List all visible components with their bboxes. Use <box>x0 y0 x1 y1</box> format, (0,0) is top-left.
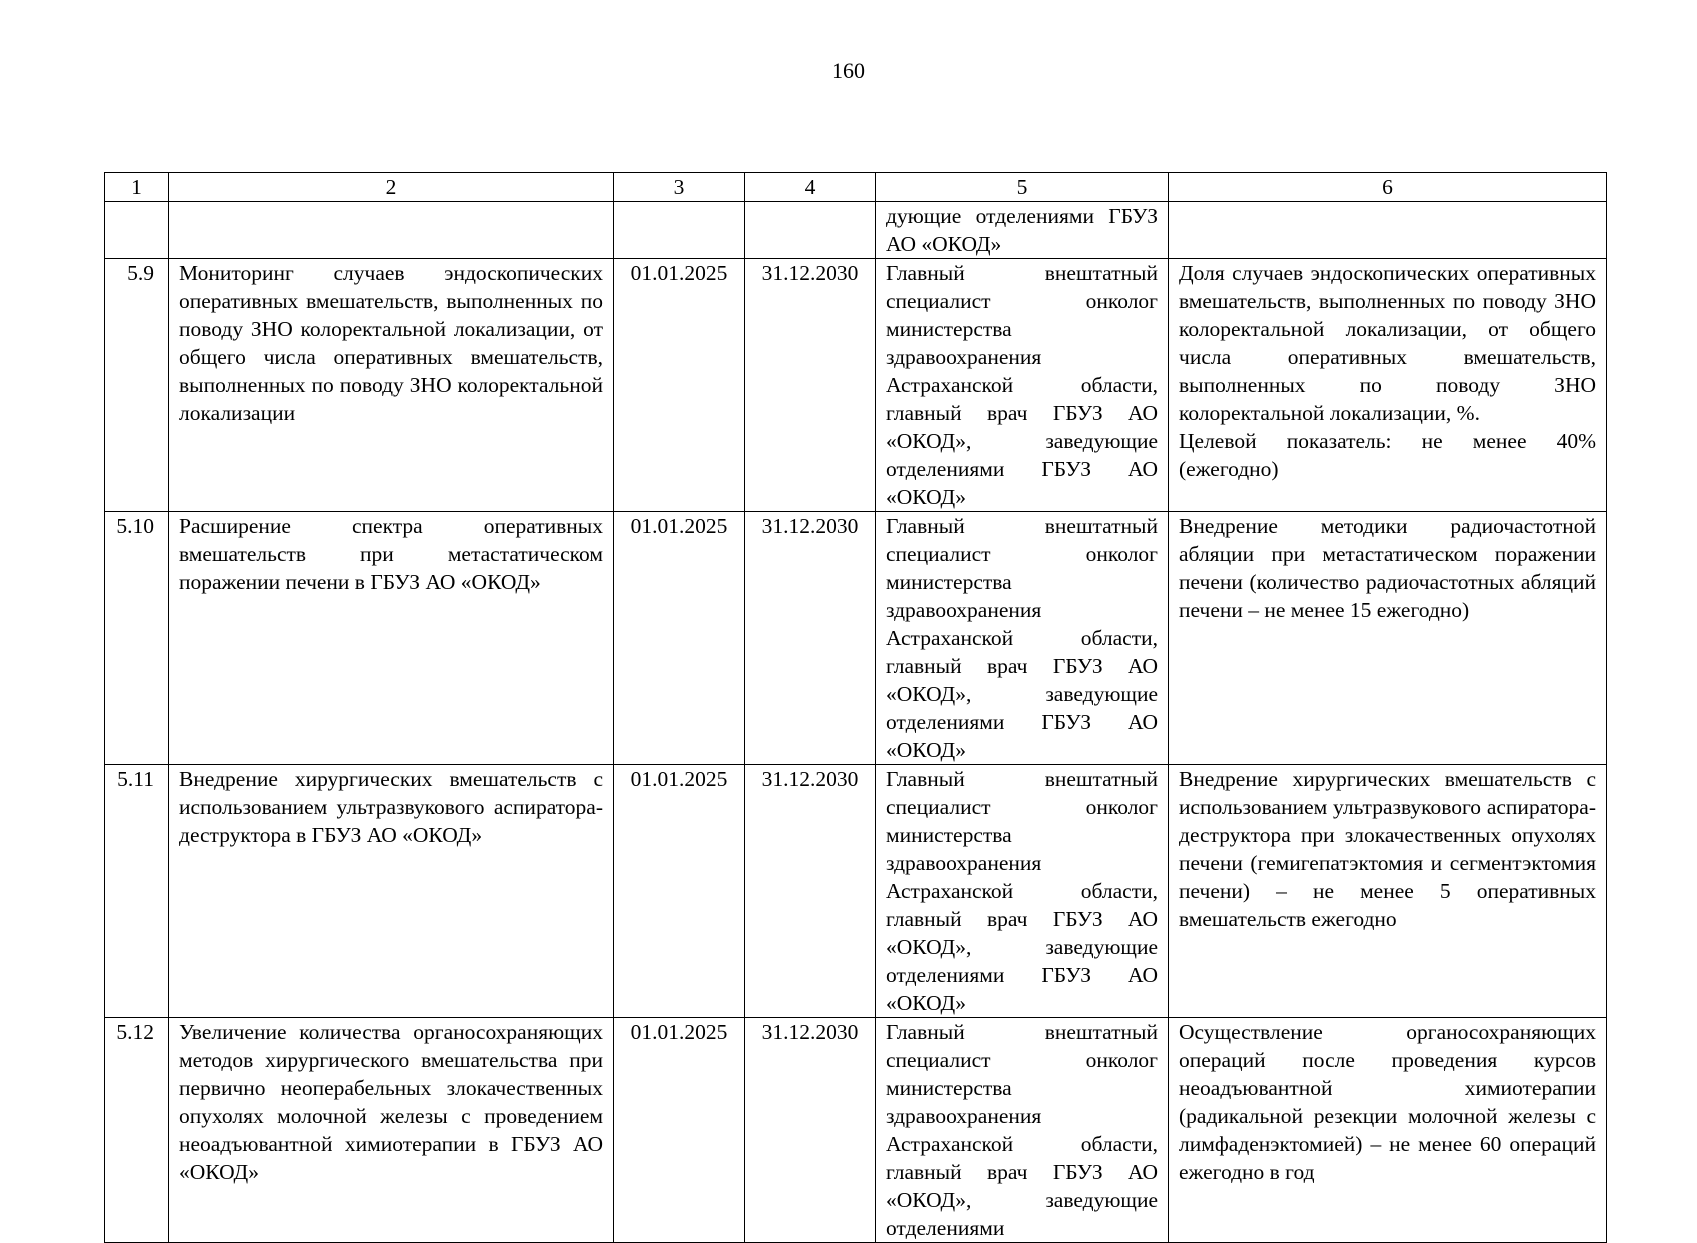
page-number: 160 <box>832 58 865 83</box>
table-row <box>105 512 1607 765</box>
result-text: Доля случаев эндоскопических оперативных вмешательств, выполненных по поводу ЗНО колоректальной локализации, от общего числа оперативных вмешательств, выполненных по поводу ЗНО колоректальной локализации, %. <box>1179 261 1596 425</box>
table-row <box>105 1018 1607 1243</box>
start-date: 01.01.2025 <box>614 1018 745 1243</box>
row-number: 5.9 <box>105 259 169 512</box>
result-cell: Внедрение хирургических вмешательств с использованием ультразвукового аспиратора-деструктора при злокачественных опухолях печени (гемигепатэктомия и сегментэктомия печени) – не менее 5 оперативных вмешательств ежегодно <box>1169 765 1607 1018</box>
row-number: 5.10 <box>105 512 169 765</box>
responsible-cell: Главный внештатный специалист онколог министерства здравоохранения Астраханской области, главный врач ГБУЗ АО «ОКОД», заведующие отделениями <box>876 1018 1169 1243</box>
event-cell: Мониторинг случаев эндоскопических оперативных вмешательств, выполненных по поводу ЗНО колоректальной локализации, от общего числа оперативных вмешательств, выполненных по поводу ЗНО колоректальной локализации <box>169 259 614 512</box>
end-date: 31.12.2030 <box>745 1018 876 1243</box>
header-cell: 5 <box>876 173 1169 202</box>
start-date: 01.01.2025 <box>614 512 745 765</box>
event-cell: Внедрение хирургических вмешательств с использованием ультразвукового аспиратора-деструктора в ГБУЗ АО «ОКОД» <box>169 765 614 1018</box>
responsible-cell: Главный внештатный специалист онколог министерства здравоохранения Астраханской области, главный врач ГБУЗ АО «ОКОД», заведующие отделениями ГБУЗ АО «ОКОД» <box>876 512 1169 765</box>
end-date: 31.12.2030 <box>745 765 876 1018</box>
result-cell: Внедрение методики радиочастотной абляции при метастатическом поражении печени (количество радиочастотных абляций печени – не менее 15 ежегодно) <box>1169 512 1607 765</box>
event-cell: Увеличение количества органосохраняющих методов хирургического вмешательства при первично неоперабельных злокачественных опухолях молочной железы с проведением неоадъювантной химиотерапии в ГБУЗ АО «ОКОД» <box>169 1018 614 1243</box>
result-cell <box>1169 259 1607 512</box>
row-number: 5.11 <box>105 765 169 1018</box>
continuation-row <box>105 202 1607 259</box>
header-cell: 3 <box>614 173 745 202</box>
row-number <box>105 202 169 259</box>
header-cell: 1 <box>105 173 169 202</box>
target-indicator: Целевой показатель: не менее 40% (ежегодно) <box>1179 429 1596 481</box>
table-row <box>105 765 1607 1018</box>
event-cell <box>169 202 614 259</box>
start-date: 01.01.2025 <box>614 765 745 1018</box>
event-cell: Расширение спектра оперативных вмешательств при метастатическом поражении печени в ГБУЗ АО «ОКОД» <box>169 512 614 765</box>
end-date: 31.12.2030 <box>745 259 876 512</box>
header-cell: 4 <box>745 173 876 202</box>
table-row <box>105 259 1607 512</box>
header-cell: 6 <box>1169 173 1607 202</box>
result-cell <box>1169 202 1607 259</box>
start-date: 01.01.2025 <box>614 259 745 512</box>
result-cell: Осуществление органосохраняющих операций после проведения курсов неоадъювантной химиотерапии (радикальной резекции молочной железы с лимфаденэктомией) – не менее 60 операций ежегодно в год <box>1169 1018 1607 1243</box>
responsible-cell: Главный внештатный специалист онколог министерства здравоохранения Астраханской области, главный врач ГБУЗ АО «ОКОД», заведующие отделениями ГБУЗ АО «ОКОД» <box>876 259 1169 512</box>
end-date <box>745 202 876 259</box>
row-number: 5.12 <box>105 1018 169 1243</box>
measures-table <box>104 172 1607 1243</box>
responsible-cell: Главный внештатный специалист онколог министерства здравоохранения Астраханской области, главный врач ГБУЗ АО «ОКОД», заведующие отделениями ГБУЗ АО «ОКОД» <box>876 765 1169 1018</box>
responsible-cell: дующие отделениями ГБУЗ АО «ОКОД» <box>876 202 1169 259</box>
start-date <box>614 202 745 259</box>
header-row <box>105 173 1607 202</box>
header-cell: 2 <box>169 173 614 202</box>
end-date: 31.12.2030 <box>745 512 876 765</box>
